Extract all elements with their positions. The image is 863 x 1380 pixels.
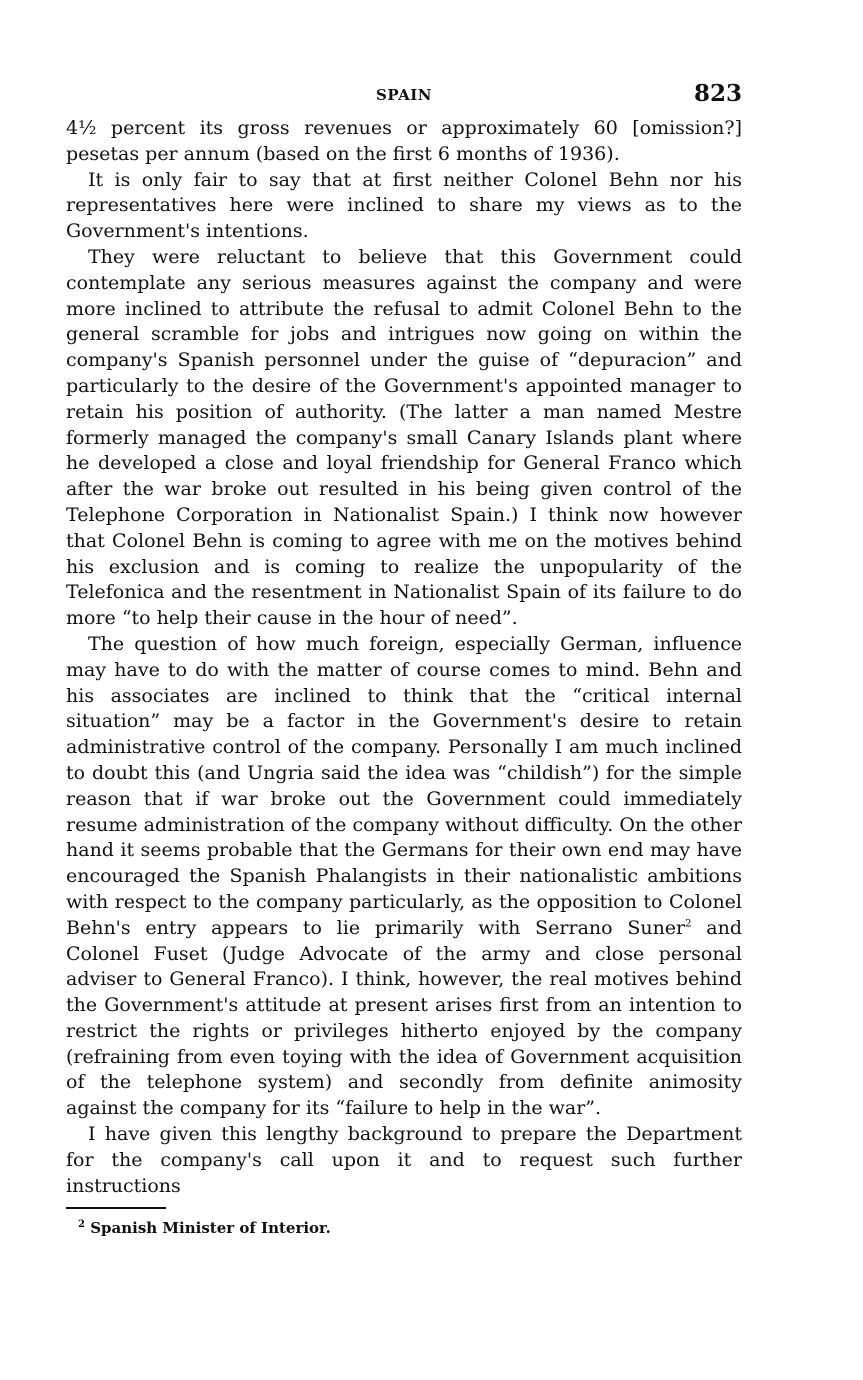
- running-title: SPAIN: [376, 86, 432, 104]
- paragraph-2: It is only fair to say that at first neither Colonel Behn nor his representatives here were inclined to share my views as to the Government's intentions.: [66, 168, 742, 243]
- paragraph-4-text-continued: and Colonel Fuset (Judge Advocate of the army and close personal adviser to General Franco). I think, however, the real motives behind the Government's attitude at present arises first from an intention to restrict the rights or privileges hitherto enjoyed by the company (refraining from even toying with the idea of Government acquisition of the telephone system) and secondly from definite animosity against the company for its “failure to help in the war”.: [66, 916, 742, 1120]
- body-text: [66, 116, 742, 1199]
- footnote-text: Spanish Minister of Interior.: [90, 1219, 331, 1238]
- paragraph-1: 4½ percent its gross revenues or approximately 60 [omission?] pesetas per annum (based on the first 6 months of 1936).: [66, 117, 742, 165]
- page-number: 823: [693, 80, 742, 107]
- paragraph-3: They were reluctant to believe that this Government could contemplate any serious measures against the company and were more inclined to attribute the refusal to admit Colonel Behn to the general scramble for jobs and intrigues now going on within the company's Spanish personnel under the guise of “depuracion” and particularly to the desire of the Government's appointed manager to retain his position of authority. (The latter a man named Mestre formerly managed the company's small Canary Islands plant where he developed a close and loyal friendship for General Franco which after the war broke out resulted in his being given control of the Telephone Corporation in Nationalist Spain.) I think now however that Colonel Behn is coming to agree with me on the motives behind his exclusion and is coming to realize the unpopularity of the Telefonica and the resentment in Nationalist Spain of its failure to do more “to help their cause in the hour of need”.: [66, 245, 742, 630]
- document-page: [66, 80, 742, 1237]
- footnote-divider: [66, 1207, 166, 1209]
- footnote-reference: 2: [685, 918, 692, 930]
- footnote-marker: 2: [78, 1219, 85, 1231]
- paragraph-4-text: The question of how much foreign, especially German, influence may have to do with the matter of course comes to mind. Behn and his associates are inclined to think that the “critical internal situation” may be a factor in the Government's desire to retain administrative control of the company. Personally I am much inclined to doubt this (and Ungria said the idea was “childish”) for the simple reason that if war broke out the Government could immediately resume administration of the company without difficulty. On the other hand it seems probable that the Germans for their own end may have encouraged the Spanish Phalangists in their nationalistic ambitions with respect to the company particularly, as the opposition to Colonel Behn's entry appears to lie primarily with Serrano Suner: [66, 632, 742, 939]
- paragraph-5: I have given this lengthy background to prepare the Department for the company's call upon it and to request such further instructions: [66, 1123, 742, 1197]
- paragraph-4: [66, 632, 742, 1122]
- footnote: [78, 1219, 742, 1237]
- running-head: [66, 80, 742, 116]
